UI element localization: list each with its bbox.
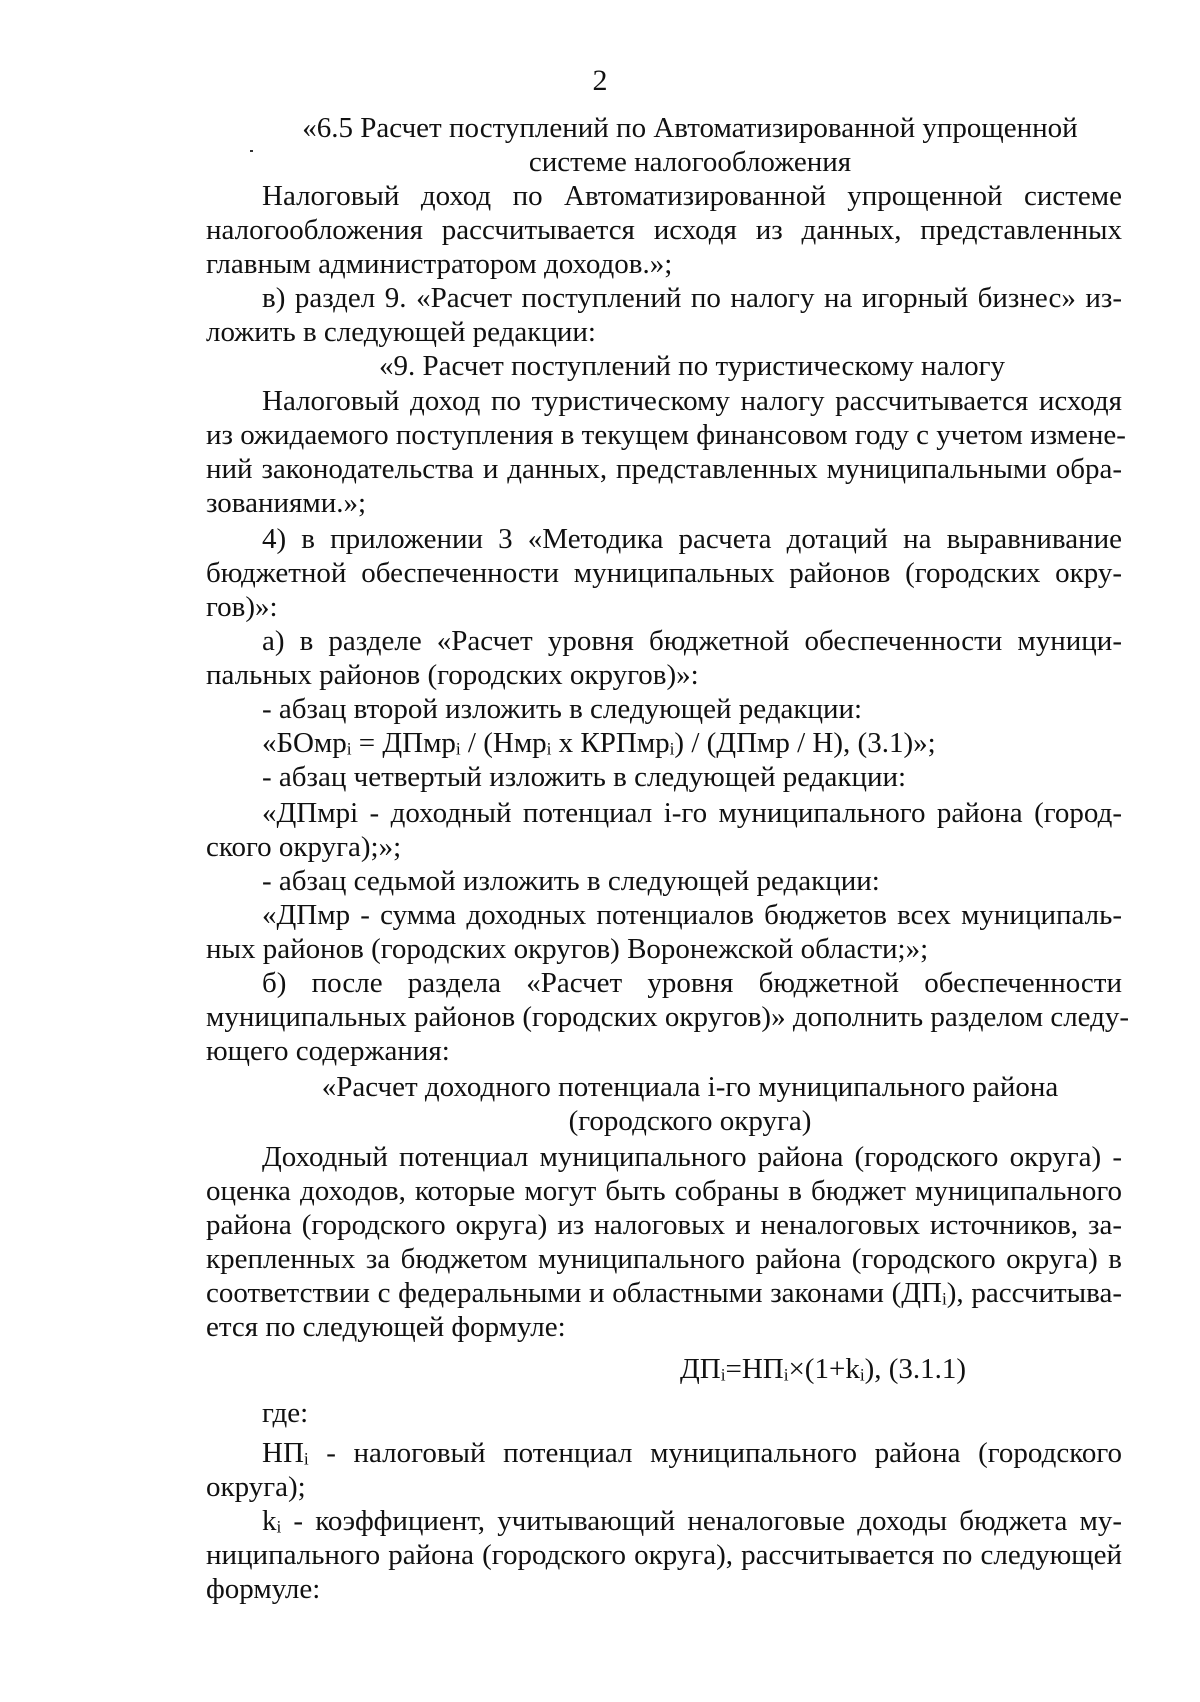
text-line-27: муниципальных районов (городских округов)» дополнить разделом следу- — [206, 1001, 1130, 1033]
text-line-40: округа); — [206, 1471, 306, 1503]
text-line-17: пальных районов (городских округов)»: — [206, 659, 699, 691]
text-line-43: формуле: — [206, 1573, 321, 1605]
text-line-26: б) после раздела «Расчет уровня бюджетной обеспеченности — [262, 967, 1122, 999]
page-number: 2 — [592, 64, 608, 97]
text-line-2: системе налогообложения — [528, 146, 852, 178]
text-line-16: а) в разделе «Расчет уровня бюджетной обеспеченности муници- — [262, 625, 1122, 657]
text-line-34: крепленных за бюджетом муниципального района (городского округа) в — [206, 1243, 1122, 1275]
text-line-31: Доходный потенциал муниципального района (городского округа) - — [262, 1141, 1122, 1173]
text-line-38: где: — [262, 1397, 309, 1429]
text-line-42: ниципального района (городского округа), рассчитывается по следующей — [206, 1539, 1122, 1571]
text-line-14: бюджетной обеспеченности муниципальных районов (городских окру- — [206, 557, 1122, 589]
text-line-24: «ДПмр - сумма доходных потенциалов бюджетов всех муниципаль- — [262, 899, 1122, 931]
text-line-9: Налоговый доход по туристическому налогу рассчитывается исходя — [262, 385, 1122, 417]
text-line-18: - абзац второй изложить в следующей редакции: — [262, 693, 863, 725]
text-line-5: главным администратором доходов.»; — [206, 248, 673, 280]
text-line-35: соответствии с федеральными и областными законами (ДПᵢ), рассчитыва- — [206, 1277, 1122, 1309]
text-line-19: «БОмрᵢ = ДПмрᵢ / (Нмрᵢ х КРПмрᵢ) / (ДПмр / Н), (3.1)»; — [262, 727, 936, 759]
text-line-1: «6.5 Расчет поступлений по Автоматизированной упрощенной — [302, 112, 1078, 144]
text-line-23: - абзац седьмой изложить в следующей редакции: — [262, 865, 880, 897]
text-line-13: 4) в приложении 3 «Методика расчета дотаций на выравнивание — [262, 523, 1122, 555]
text-line-15: гов)»: — [206, 591, 278, 623]
text-line-25: ных районов (городских округов) Воронежской области;»; — [206, 933, 929, 965]
text-line-3: Налоговый доход по Автоматизированной упрощенной системе — [262, 180, 1122, 212]
text-line-30: (городского округа) — [568, 1105, 812, 1137]
text-line-41: kᵢ - коэффициент, учитывающий неналоговые доходы бюджета му- — [262, 1505, 1122, 1537]
text-line-32: оценка доходов, которые могут быть собраны в бюджет муниципального — [206, 1175, 1122, 1207]
text-line-33: района (городского округа) из налоговых и неналоговых источников, за- — [206, 1209, 1122, 1241]
text-line-36: ется по следующей формуле: — [206, 1311, 566, 1343]
text-line-10: из ожидаемого поступления в текущем финансовом году с учетом измене- — [206, 419, 1126, 451]
text-line-28: ющего содержания: — [206, 1035, 450, 1067]
text-line-12: зованиями.»; — [206, 487, 367, 519]
scan-speck — [250, 150, 253, 152]
text-line-6: в) раздел 9. «Расчет поступлений по налогу на игорный бизнес» из- — [262, 282, 1122, 314]
text-line-37: ДПᵢ=НПᵢ×(1+kᵢ), (3.1.1) — [680, 1353, 967, 1385]
text-line-22: ского округа);»; — [206, 831, 402, 863]
text-line-21: «ДПмрі - доходный потенциал і-го муниципального района (город- — [262, 797, 1122, 829]
text-line-20: - абзац четвертый изложить в следующей редакции: — [262, 761, 907, 793]
text-line-7: ложить в следующей редакции: — [206, 316, 596, 348]
text-line-29: «Расчет доходного потенциала і-го муниципального района — [321, 1071, 1059, 1103]
text-line-11: ний законодательства и данных, представленных муниципальными обра- — [206, 453, 1122, 485]
text-line-4: налогообложения рассчитывается исходя из данных, представленных — [206, 214, 1122, 246]
text-line-8: «9. Расчет поступлений по туристическому налогу — [378, 350, 1006, 382]
text-line-39: НПᵢ - налоговый потенциал муниципального района (городского — [262, 1437, 1122, 1469]
